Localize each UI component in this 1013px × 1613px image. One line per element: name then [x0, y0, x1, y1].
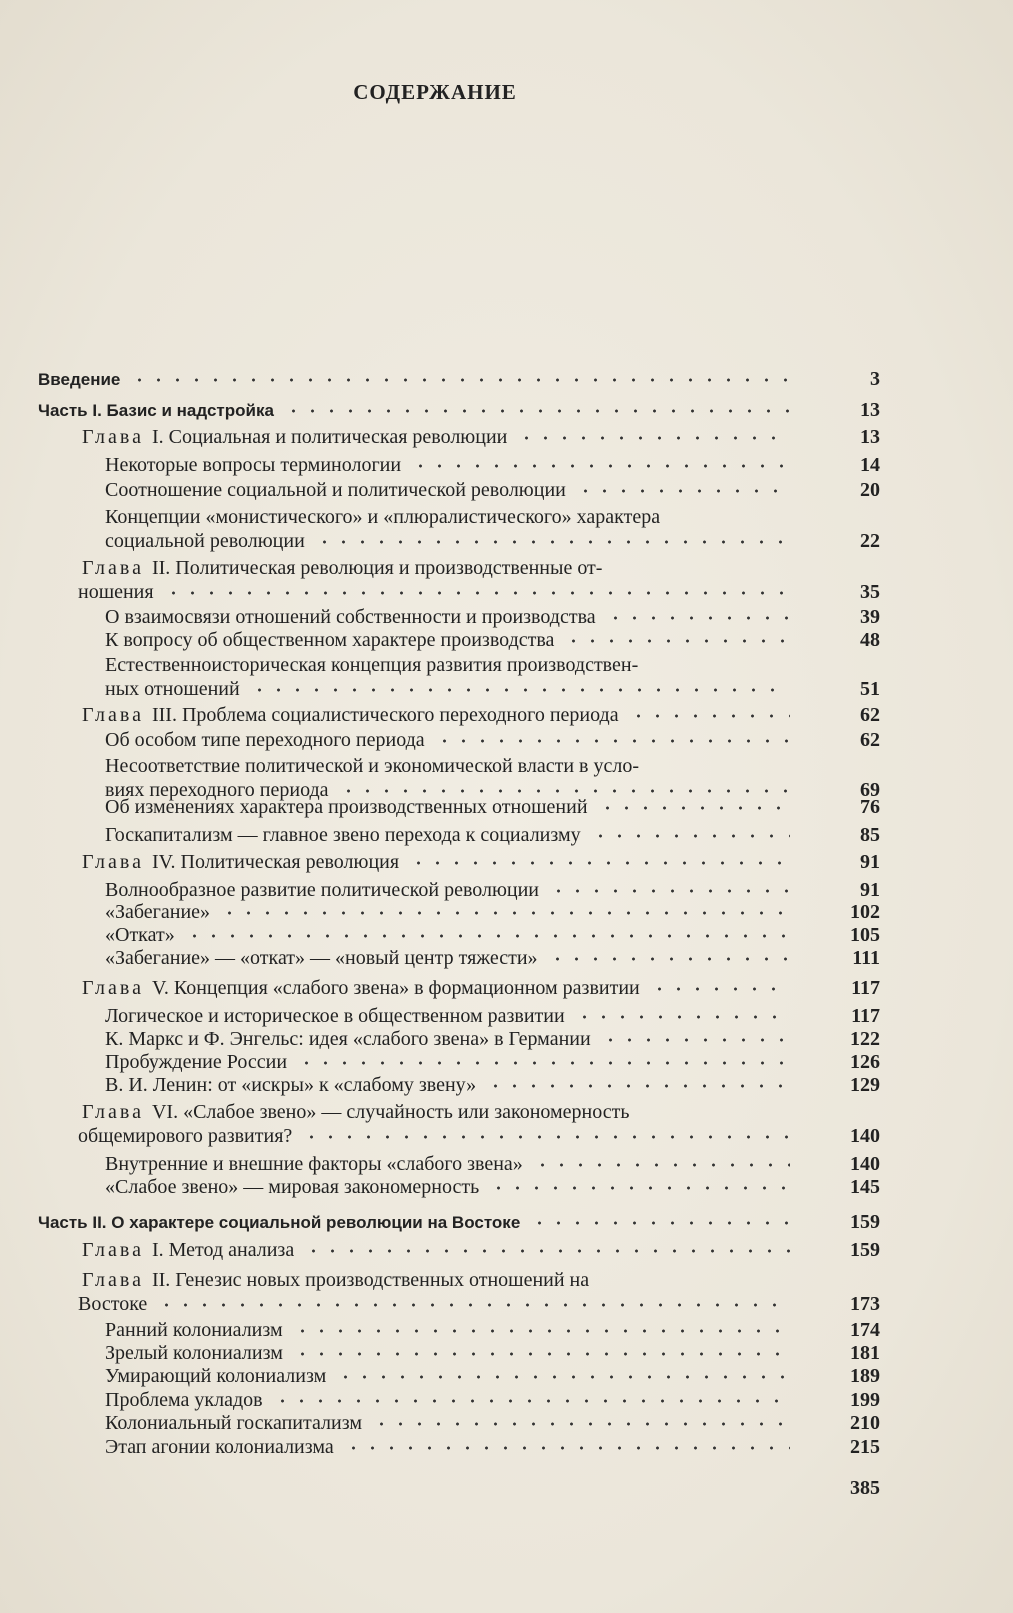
dot-leader [576, 489, 790, 493]
toc-page-number: 62 [860, 704, 880, 726]
toc-page-number: 39 [860, 606, 880, 628]
toc-page-number: 117 [851, 1005, 880, 1027]
toc-entry-text: Умирающий колониализм [105, 1365, 327, 1387]
toc-entry-text: I. Метод анализа [151, 1239, 295, 1261]
toc-entry-text: Колониальный госкапитализм [105, 1412, 362, 1434]
toc-entry-text: Пробуждение России [105, 1051, 288, 1073]
toc-page-number: 3 [870, 368, 880, 390]
toc-page-number: 140 [850, 1153, 880, 1175]
toc-entry-line [105, 605, 596, 629]
toc-entry-line [105, 1004, 565, 1028]
toc-entry-text: Востоке [78, 1293, 148, 1315]
toc-entry-line [38, 367, 120, 392]
toc-entry-line [82, 976, 640, 1000]
toc-entry-text: общемирового развития? [78, 1125, 293, 1147]
dot-leader [591, 834, 790, 838]
dot-leader [315, 540, 790, 544]
toc-entry-text: Внутренние и внешние факторы «слабого звена» [105, 1153, 523, 1175]
toc-entry-line [105, 453, 401, 477]
toc-entry-line [38, 1210, 520, 1235]
toc-entry-text: ношения [78, 581, 154, 603]
toc-entry-text: II. Генезис новых производственных отношений на [151, 1269, 590, 1291]
chapter-label: Глава [82, 426, 152, 448]
toc-page-number: 69 [860, 779, 880, 801]
toc-entry-text: «Забегание» [105, 901, 211, 923]
toc-page-number: 13 [860, 426, 880, 448]
toc-page-number: 145 [850, 1176, 880, 1198]
toc-entry-text: III. Проблема социалистического переходного периода [151, 704, 619, 726]
toc-entry-line [105, 1388, 263, 1412]
chapter-label: Глава [82, 977, 152, 999]
toc-entry-line [105, 1435, 334, 1459]
chapter-label: Глава [82, 1101, 152, 1123]
toc-page-number: 85 [860, 824, 880, 846]
toc-entry-text: Проблема укладов [105, 1389, 263, 1411]
toc-entry-text: «Слабое звено» — мировая закономерность [105, 1176, 480, 1198]
toc-page-number: 210 [850, 1412, 880, 1434]
toc-page-number: 129 [850, 1074, 880, 1096]
dot-leader [629, 714, 790, 718]
dot-leader [284, 409, 790, 413]
toc-page-number: 91 [860, 851, 880, 873]
toc-entry-text: Соотношение социальной и политической революции [105, 479, 566, 501]
dot-leader [293, 1329, 790, 1333]
toc-entry-line [82, 1268, 589, 1292]
dot-leader [601, 1038, 790, 1042]
toc-page-number: 159 [850, 1211, 880, 1233]
dot-leader [273, 1399, 790, 1403]
toc-entry-text: Об особом типе переходного периода [105, 729, 425, 751]
toc-entry-text: Зрелый колониализм [105, 1342, 283, 1364]
toc-page-number: 159 [850, 1239, 880, 1261]
toc-page-number: 173 [850, 1293, 880, 1315]
toc-entry-text: социальной революции [105, 530, 305, 552]
dot-leader [336, 1375, 790, 1379]
toc-entry-line [82, 556, 602, 580]
dot-leader [549, 889, 790, 893]
toc-entry-line [105, 478, 566, 502]
toc-entry-text: Часть I. Базис и надстройка [38, 401, 274, 420]
dot-leader [157, 1303, 790, 1307]
toc-entry-text: I. Социальная и политическая революции [151, 426, 508, 448]
toc-entry-line [105, 823, 581, 847]
toc-page-number: 111 [852, 947, 880, 969]
toc-entry-text: В. И. Ленин: от «искры» к «слабому звену» [105, 1074, 477, 1096]
toc-entry-text: виях переходного периода [105, 779, 329, 801]
toc-entry-line [105, 529, 305, 553]
toc-entry-line [105, 946, 538, 970]
dot-leader [164, 591, 790, 595]
dot-leader [411, 464, 790, 468]
toc-entry-text: К вопросу об общественном характере производства [105, 629, 555, 651]
dot-leader [220, 911, 790, 915]
toc-page-number: 117 [851, 977, 880, 999]
dot-leader [435, 739, 790, 743]
dot-leader [489, 1186, 790, 1190]
toc-entry-text: II. Политическая революция и производственные от- [151, 557, 603, 579]
toc-entry-text: Естественноисторическая концепция развития производствен- [105, 654, 639, 676]
dot-leader [575, 1015, 790, 1019]
toc-page-number: 76 [860, 796, 880, 818]
dot-leader [530, 1221, 790, 1225]
toc-page-number: 199 [850, 1389, 880, 1411]
toc-entry-line [105, 878, 539, 902]
dot-leader [339, 789, 790, 793]
toc-page-number: 22 [860, 530, 880, 552]
toc-entry-text: Концепции «монистического» и «плюралистического» характера [105, 506, 661, 528]
toc-entry-line [105, 1152, 523, 1176]
dot-leader [372, 1422, 790, 1426]
toc-entry-line [105, 505, 660, 529]
toc-entry-text: «Забегание» — «откат» — «новый центр тяжести» [105, 947, 538, 969]
toc-entry-text: Часть II. О характере социальной революции на Востоке [38, 1213, 521, 1232]
toc-entry-line [105, 728, 425, 752]
toc-entry-text: VI. «Слабое звено» — случайность или закономерность [151, 1101, 630, 1123]
toc-entry-text: Об изменениях характера производственных отношений [105, 796, 588, 818]
toc-entry-line [82, 1100, 629, 1124]
toc-entry-line [105, 1364, 326, 1388]
toc-entry-line [82, 703, 619, 727]
toc-page-number: 126 [850, 1051, 880, 1073]
toc-entry-text: К. Маркс и Ф. Энгельс: идея «слабого звена» в Германии [105, 1028, 591, 1050]
chapter-label: Глава [82, 1269, 152, 1291]
toc-page-number: 48 [860, 629, 880, 651]
toc-entry-text: Несоответствие политической и экономической власти в усло- [105, 755, 639, 777]
toc-page-number: 215 [850, 1436, 880, 1458]
toc-entry-line [38, 398, 274, 423]
toc-entry-text: Волнообразное развитие политической революции [105, 879, 540, 901]
chapter-label: Глава [82, 704, 152, 726]
toc-page-number: 181 [850, 1342, 880, 1364]
toc-page-number: 189 [850, 1365, 880, 1387]
toc-entry-text: ных отношений [105, 678, 240, 700]
dot-leader [564, 639, 790, 643]
toc-entry-line [105, 923, 175, 947]
toc-page-number: 122 [850, 1028, 880, 1050]
chapter-label: Глава [82, 557, 152, 579]
dot-leader [548, 957, 790, 961]
toc-entry-line [105, 1073, 476, 1097]
chapter-label: Глава [82, 851, 152, 873]
toc-entry-line [105, 795, 588, 819]
toc-entry-line [105, 1027, 591, 1051]
dot-leader [409, 861, 790, 865]
toc-entry-text: Введение [38, 370, 121, 389]
dot-leader [344, 1446, 790, 1450]
dot-leader [185, 934, 790, 938]
toc-entry-line [82, 850, 399, 874]
dot-leader [650, 987, 790, 991]
toc-page-number: 91 [860, 879, 880, 901]
toc-entry-line [105, 1175, 479, 1199]
chapter-label: Глава [82, 1239, 152, 1261]
toc-entry-line [78, 1124, 292, 1148]
toc-entry-text: Этап агонии колониализма [105, 1436, 334, 1458]
dot-leader [533, 1163, 790, 1167]
toc-entry-line [105, 628, 554, 652]
dot-leader [598, 806, 790, 810]
dot-leader [486, 1084, 790, 1088]
dot-leader [517, 436, 790, 440]
toc-entry-line [105, 1050, 287, 1074]
toc-entry-line [105, 653, 638, 677]
toc-entry-line [105, 1411, 362, 1435]
toc-entry-line [82, 425, 507, 449]
toc-entry-text: Госкапитализм — главное звено перехода к социализму [105, 824, 581, 846]
toc-entry-line [78, 1292, 147, 1316]
dot-leader [606, 616, 790, 620]
toc-title: СОДЕРЖАНИЕ [353, 80, 517, 104]
toc-page-number: 20 [860, 479, 880, 501]
toc-entry-text: Ранний колониализм [105, 1319, 283, 1341]
toc-entry-text: IV. Политическая революция [151, 851, 400, 873]
toc-entry-text: «Откат» [105, 924, 175, 946]
toc-page-number: 102 [850, 901, 880, 923]
toc-page-number: 14 [860, 454, 880, 476]
toc-entry-line [105, 900, 210, 924]
toc-entry-text: О взаимосвязи отношений собственности и производства [105, 606, 596, 628]
dot-leader [304, 1249, 790, 1253]
dot-leader [130, 378, 790, 382]
toc-page-number: 13 [860, 399, 880, 421]
toc-entry-text: Некоторые вопросы терминологии [105, 454, 402, 476]
dot-leader [293, 1352, 790, 1356]
dot-leader [297, 1061, 790, 1065]
dot-leader [250, 688, 790, 692]
toc-page-number: 174 [850, 1319, 880, 1341]
toc-page-number: 35 [860, 581, 880, 603]
toc-entry-text: V. Концепция «слабого звена» в формационном развитии [151, 977, 640, 999]
toc-entry-line [105, 677, 240, 701]
toc-entry-line [78, 580, 154, 604]
toc-page-number: 140 [850, 1125, 880, 1147]
toc-entry-line [105, 1341, 283, 1365]
toc-entry-text: Логическое и историческое в общественном развитии [105, 1005, 565, 1027]
dot-leader [302, 1135, 790, 1139]
toc-entry-line [82, 1238, 294, 1262]
toc-entry-line [105, 1318, 283, 1342]
toc-page-number: 51 [860, 678, 880, 700]
toc-entry-line [105, 754, 639, 778]
page-number: 385 [850, 1477, 880, 1499]
toc-page-number: 62 [860, 729, 880, 751]
toc-page-number: 105 [850, 924, 880, 946]
